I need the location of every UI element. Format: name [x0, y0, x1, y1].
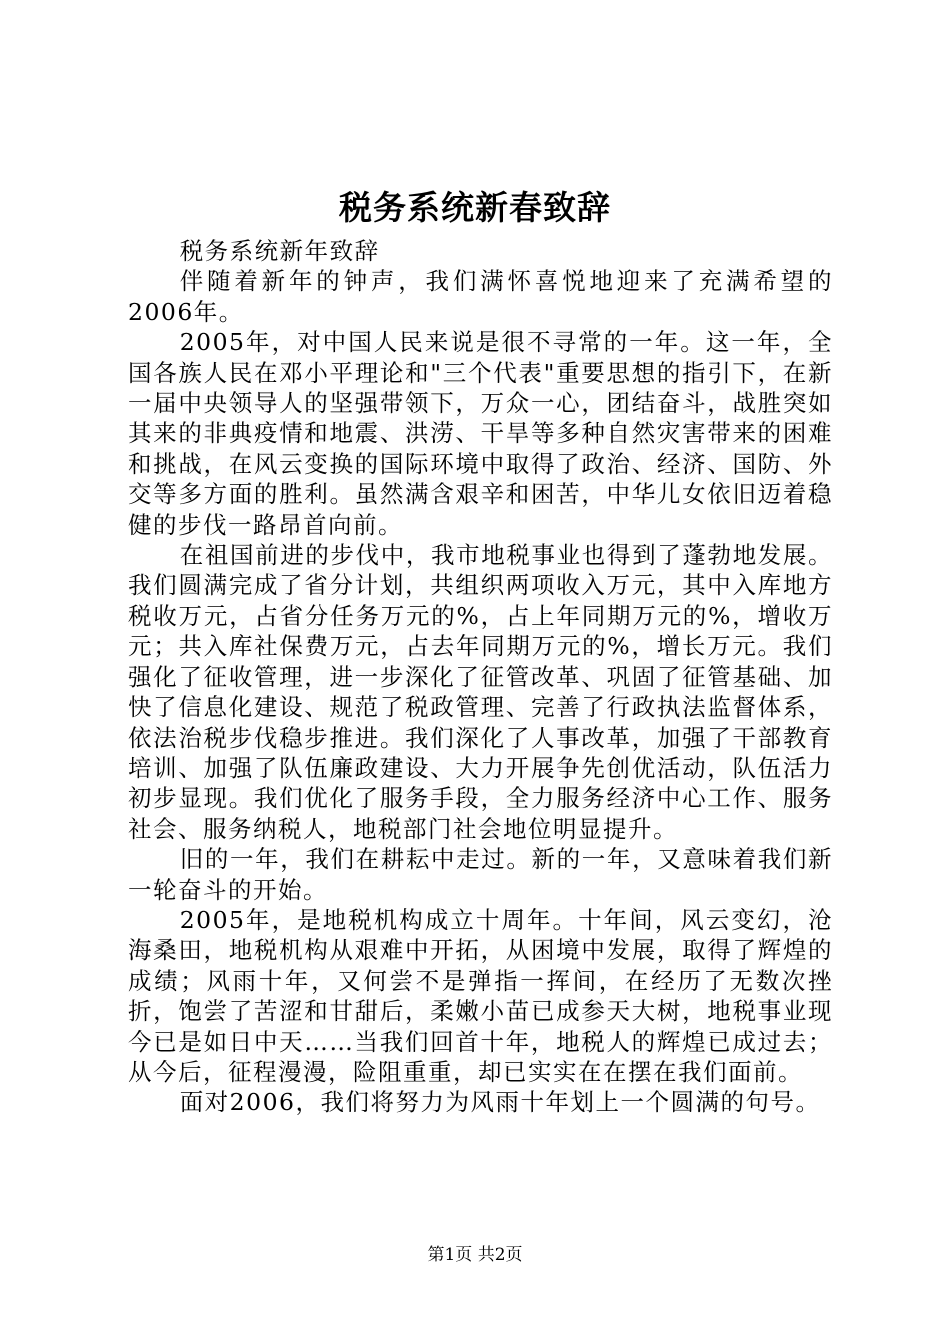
document-body	[128, 236, 833, 1118]
body-paragraph: 2005年，对中国人民来说是很不寻常的一年。这一年，全国各族人民在邓小平理论和"三个代表"重要思想的指引下，在新一届中央领导人的坚强带领下，万众一心，团结奋斗，战胜突如其来的非典疫情和地震、洪涝、干旱等多种自然灾害带来的困难和挑战，在风云变换的国际环境中取得了政治、经济、国防、外交等多方面的胜利。虽然满含艰辛和困苦，中华儿女依旧迈着稳健的步伐一路昂首向前。	[128, 328, 833, 539]
body-paragraph: 面对2006，我们将努力为风雨十年划上一个圆满的句号。	[179, 1088, 821, 1117]
page-number: 第1页 共2页	[427, 1245, 523, 1265]
body-paragraph: 2005年，是地税机构成立十周年。十年间，风云变幻，沧海桑田，地税机构从艰难中开拓，从困境中发展，取得了辉煌的成绩；风雨十年，又何尝不是弹指一挥间，在经历了无数次挫折，饱尝了苦涩和甘甜后，柔嫩小苗已成参天大树，地税事业现今已是如日中天……当我们回首十年，地税人的辉煌已成过去；从今后，征程漫漫，险阻重重，却已实实在在摆在我们面前。	[128, 905, 833, 1086]
subtitle-paragraph: 税务系统新年致辞	[179, 237, 380, 265]
page-footer	[0, 1243, 950, 1267]
body-paragraph: 旧的一年，我们在耕耘中走过。新的一年，又意味着我们新一轮奋斗的开始。	[128, 845, 833, 904]
body-paragraph: 伴随着新年的钟声，我们满怀喜悦地迎来了充满希望的2006年。	[128, 267, 833, 326]
body-paragraph: 在祖国前进的步伐中，我市地税事业也得到了蓬勃地发展。我们圆满完成了省分计划，共组织两项收入万元，其中入库地方税收万元，占省分任务万元的%，占上年同期万元的%，增收万元；共入库社保费万元，占去年同期万元的%，增长万元。我们强化了征收管理，进一步深化了征管改革、巩固了征管基础、加快了信息化建设、规范了税政管理、完善了行政执法监督体系，依法治税步伐稳步推进。我们深化了人事改革，加强了干部教育培训、加强了队伍廉政建设、大力开展争先创优活动，队伍活力初步显现。我们优化了服务手段，全力服务经济中心工作、服务社会、服务纳税人，地税部门社会地位明显提升。	[128, 541, 833, 843]
document-title: 税务系统新春致辞	[339, 188, 611, 227]
